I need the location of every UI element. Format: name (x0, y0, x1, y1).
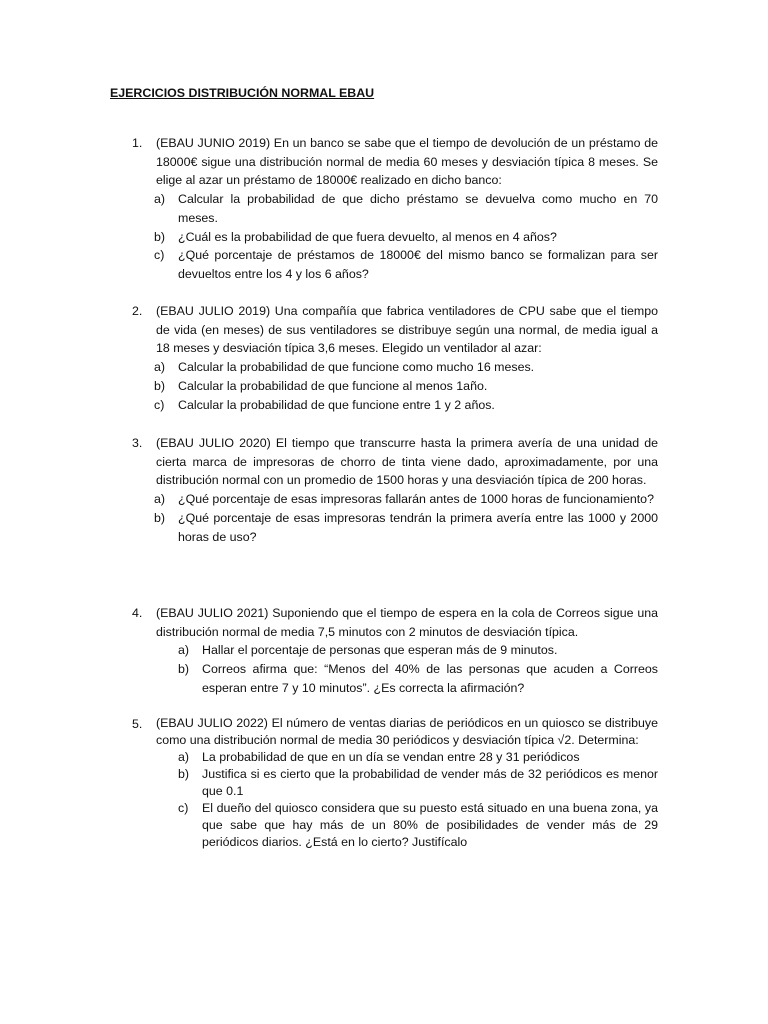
part-text: ¿Qué porcentaje de esas impresoras tendrán la primera avería entre las 1000 y 2000 horas de uso? (178, 510, 658, 544)
part-letter: b) (154, 510, 166, 525)
part-letter: c) (154, 397, 165, 412)
exercise-part-b (178, 660, 658, 697)
part-text: Calcular la probabilidad de que funcione como mucho 16 meses. (178, 360, 535, 375)
exercise-parts (132, 190, 658, 284)
part-text: Calcular la probabilidad de que funcione entre 1 y 2 años. (178, 397, 495, 412)
part-text: El dueño del quiosco considera que su puesto está situado en una buena zona, ya que sabe que hay más de un 80% de posibilidades de vender más de 29 periódicos diarios. ¿Está en lo cierto? Justifícalo (202, 801, 658, 849)
exercise-part-b (178, 766, 658, 800)
exercise-part-c (154, 396, 658, 415)
part-text: Calcular la probabilidad de que dicho préstamo se devuelva como mucho en 70 meses. (178, 192, 658, 225)
exercise-statement: (EBAU JUNIO 2019) En un banco se sabe que el tiempo de devolución de un préstamo de 18000€ sigue una distribución normal de media 60 meses y desviación típica 8 meses. Se elige al azar un préstamo de 18000€ realizado en dicho banco: (156, 136, 658, 188)
exercise-2 (132, 302, 658, 414)
exercise-number: 2. (132, 304, 143, 318)
part-letter: a) (154, 360, 166, 375)
exercise-5 (132, 715, 658, 851)
part-text: ¿Cuál es la probabilidad de que fuera devuelto, al menos en 4 años? (178, 229, 557, 244)
exercise-3 (132, 434, 658, 546)
exercise-part-b (154, 228, 658, 247)
exercise-part-a (154, 490, 658, 509)
part-letter: a) (178, 643, 190, 658)
exercise-part-b (154, 377, 658, 396)
part-text: Correos afirma que: “Menos del 40% de las personas que acuden a Correos esperan entre 7 y 10 minutos”. ¿Es correcta la afirmación? (202, 662, 658, 695)
part-letter: a) (154, 492, 166, 507)
exercise-number: 4. (132, 606, 143, 620)
exercise-part-c (154, 246, 658, 283)
part-letter: b) (154, 378, 166, 393)
part-letter: b) (178, 662, 190, 677)
part-text: Calcular la probabilidad de que funcione al menos 1año. (178, 378, 488, 393)
exercise-part-a (178, 749, 658, 766)
exercise-part-b (154, 509, 658, 546)
exercise-number: 3. (132, 436, 143, 450)
exercise-4 (132, 604, 658, 698)
part-letter: a) (154, 192, 166, 207)
part-letter: b) (154, 229, 166, 244)
part-letter: b) (178, 767, 190, 781)
exercise-parts (132, 490, 658, 546)
part-letter: a) (178, 750, 190, 764)
exercise-number: 5. (132, 717, 143, 731)
part-letter: c) (178, 801, 189, 815)
exercise-parts (132, 749, 658, 851)
part-text: ¿Qué porcentaje de préstamos de 18000€ del mismo banco se formalizan para ser devueltos entre los 4 y los 6 años? (178, 248, 658, 281)
exercise-statement: (EBAU JULIO 2022) El número de ventas diarias de periódicos en un quiosco se distribuye como una distribución normal de media 30 periódicos y desviación típica √2. Determina: (156, 716, 658, 747)
exercise-statement: (EBAU JULIO 2021) Suponiendo que el tiempo de espera en la cola de Correos sigue una distribución normal de media 7,5 minutos con 2 minutos de desviación típica. (156, 606, 658, 639)
part-text: La probabilidad de que en un día se vendan entre 28 y 31 periódicos (202, 750, 580, 764)
part-text: Justifica si es cierto que la probabilidad de vender más de 32 periódicos es menor que 0.1 (202, 767, 658, 798)
document-title: EJERCICIOS DISTRIBUCIÓN NORMAL EBAU (110, 86, 375, 100)
exercise-part-a (178, 641, 658, 660)
exercise-part-a (154, 190, 658, 227)
exercise-number: 1. (132, 136, 143, 150)
part-letter: c) (154, 248, 165, 263)
part-text: ¿Qué porcentaje de esas impresoras fallarán antes de 1000 horas de funcionamiento? (178, 492, 654, 507)
exercise-part-a (154, 358, 658, 377)
exercise-parts (132, 358, 658, 414)
exercise-part-c (178, 800, 658, 851)
exercise-statement: (EBAU JULIO 2020) El tiempo que transcurre hasta la primera avería de una unidad de cierta marca de impresoras de chorro de tinta viene dado, aproximadamente, por una distribución normal con un promedio de 1500 horas y una desviación típica de 200 horas. (156, 436, 658, 488)
exercise-statement: (EBAU JULIO 2019) Una compañía que fabrica ventiladores de CPU sabe que el tiempo de vida (en meses) de sus ventiladores se distribuye según una normal, de media igual a 18 meses y desviación típica 3,6 meses. Elegido un ventilador al azar: (156, 304, 658, 356)
exercise-1 (132, 134, 658, 284)
part-text: Hallar el porcentaje de personas que esperan más de 9 minutos. (202, 643, 558, 658)
exercise-parts (132, 641, 658, 697)
